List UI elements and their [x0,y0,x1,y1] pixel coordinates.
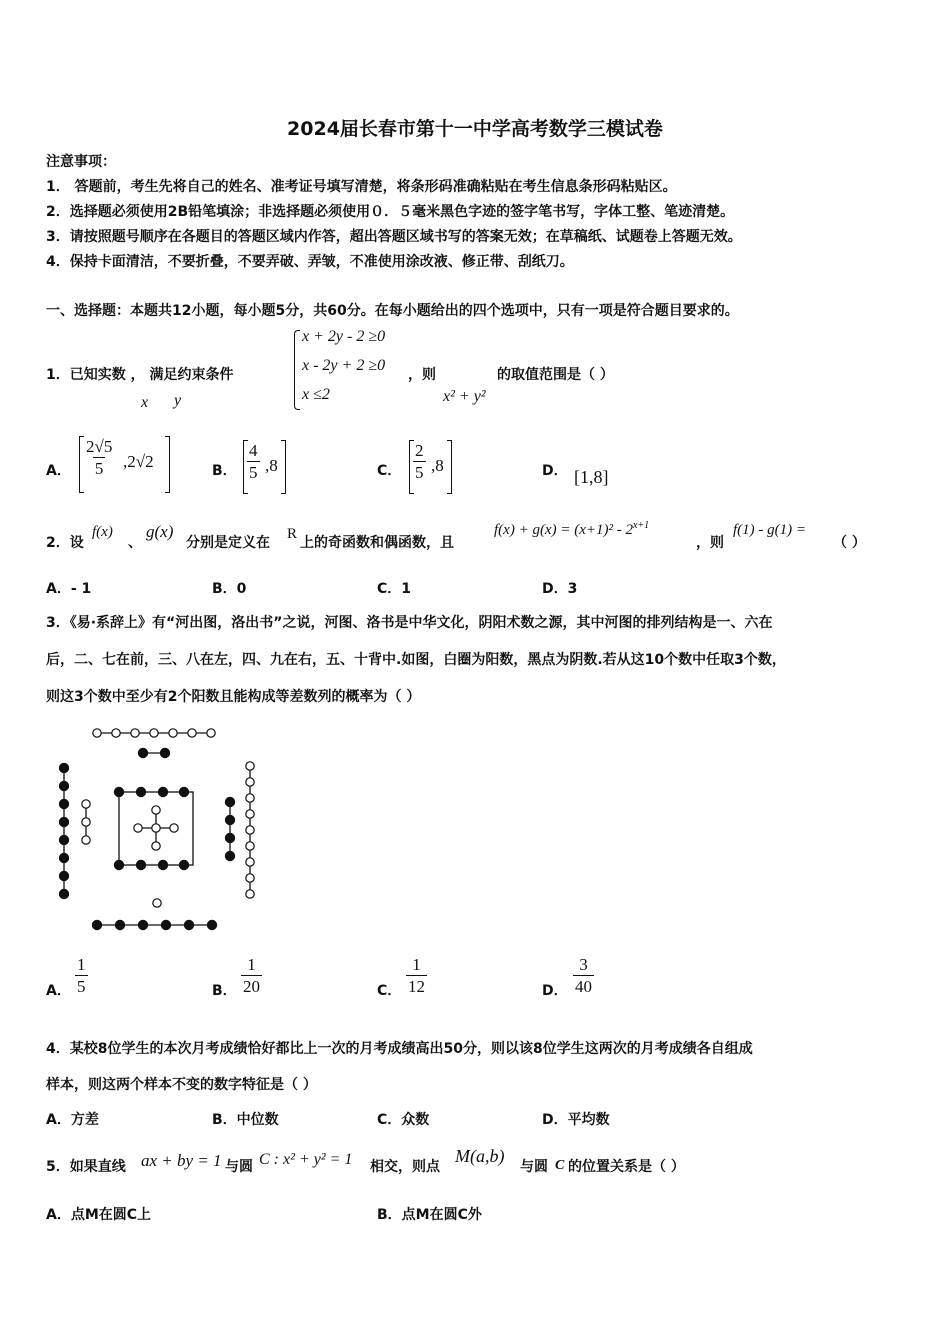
yin-dot [225,815,234,824]
yang-circle [134,824,142,832]
yin-dot [136,860,145,869]
q3-option-a-den: 5 [77,977,86,996]
yang-circle [169,729,177,737]
q5-stem-mid3: 与圆 [520,1159,548,1175]
yin-dot [114,860,123,869]
q1-option-b-tail: ,8 [265,456,278,475]
q4-line-2: 样本，则这两个样本不变的数字特征是（ ） [46,1077,317,1093]
q2-option-c: C．1 [377,581,412,597]
q3-option-d-den: 40 [575,977,592,996]
yang-circle [112,729,120,737]
hetu-diagram [50,722,290,942]
yang-circle [150,729,158,737]
q2-equation-exponent: x+1 [632,520,650,531]
yin-dot [179,860,188,869]
q1-option-a-fraction [84,437,114,480]
q3-option-a-label: A． [46,983,71,999]
q5-option-b: B．点M在圆C外 [377,1207,482,1223]
q3-option-d-num: 3 [579,955,588,974]
q1-option-b-fraction [247,441,260,484]
yin-dot [138,748,147,757]
yang-circle [152,842,160,850]
yin-dot [225,851,234,860]
q2-option-a: A．- 1 [46,581,92,597]
q1-stem-post: 的取值范围是（ ） [497,367,614,383]
yin-dot [59,871,68,880]
q5-stem-pre: 5．如果直线 [46,1159,126,1175]
q2-paren: （ ） [833,535,866,551]
yang-circle [188,729,196,737]
q1-option-b-label: B． [212,463,237,479]
yang-circle [82,818,90,826]
notice-heading: 注意事项： [46,154,116,170]
q4-option-b: B．中位数 [212,1112,279,1128]
yin-dot [158,860,167,869]
q3-option-c-label: C． [377,983,402,999]
q2-option-b: B．0 [212,581,247,597]
q3-option-c-num: 1 [412,955,421,974]
q5-line-eq: ax + by = 1 [141,1151,222,1170]
q5-option-a: A．点M在圆C上 [46,1207,152,1223]
yin-dot [138,920,147,929]
q1-option-c-fraction [413,441,426,484]
q2-ask: f(1) - g(1) = [733,522,807,538]
notice-item-1: 1． 答题前，考生先将自己的姓名、准考证号填写清楚，将条形码准确粘贴在考生信息条形码粘贴区。 [46,179,677,195]
notice-item-3: 3．请按照题号顺序在各题目的答题区域内作答，超出答题区域书写的答案无效；在草稿纸、试题卷上答题无效。 [46,229,742,245]
q2-f: f(x) [92,524,113,540]
q2-stem-mid3: ，则 [696,535,724,551]
q1-option-d-value: [1,8] [574,467,609,487]
q1-option-a-den: 5 [94,459,104,478]
q2-stem-pre: 2．设 [46,535,84,551]
q5-stem-mid2: 相交，则点 [370,1159,440,1175]
q3-option-a-fraction [75,955,88,998]
q2-g: g(x) [146,522,174,541]
q1-option-c-label: C． [377,463,402,479]
yin-dot [92,920,101,929]
q3-option-b-num: 1 [247,955,256,974]
yang-circle [170,824,178,832]
q3-option-c-fraction [406,955,427,998]
q1-option-b-num: 4 [249,441,258,460]
yin-dot [59,781,68,790]
q5-circle-eq: C : x² + y² = 1 [259,1151,353,1168]
q1-constraint-1: x + 2y - 2 ≥0 [302,328,386,345]
q2-equation-body: f(x) + g(x) = (x+1)² - 2 [494,522,633,538]
q1-var-y: y [174,392,182,409]
q1-constraint-2: x - 2y + 2 ≥0 [302,357,386,374]
q1-option-a-bracket-right [165,436,170,493]
yang-circle [246,874,254,882]
q1-option-a-label: A． [46,463,71,479]
yin-dot [59,835,68,844]
yin-dot [136,787,145,796]
yin-dot [158,787,167,796]
yin-dot [179,787,188,796]
q1-option-b-den: 5 [249,463,258,482]
q2-stem-mid2: 上的奇函数和偶函数，且 [300,535,454,551]
q1-option-c-den: 5 [415,463,424,482]
yang-circle [152,806,160,814]
yang-circle [131,729,139,737]
q3-option-d-label: D． [542,983,568,999]
yang-circle [246,810,254,818]
notice-item-4: 4．保持卡面清洁，不要折叠，不要弄破、弄皱，不准使用涂改液、修正带、刮纸刀。 [46,254,574,270]
yang-circle [246,794,254,802]
yang-circle [246,858,254,866]
q4-option-d: D．平均数 [542,1112,610,1128]
q1-constraint-3: x ≤2 [302,386,330,403]
yang-circle [82,800,90,808]
page-title: 2024届长春市第十一中学高考数学三模试卷 [287,118,663,140]
yang-circle [246,778,254,786]
yang-circle [246,842,254,850]
q2-stem-mid1: 分别是定义在 [186,535,270,551]
yin-dot [59,763,68,772]
q1-option-d-label: D． [542,463,568,479]
q1-var-x: x [141,394,149,411]
q2-R: R [287,526,298,542]
yang-circle [246,762,254,770]
q5-circle-C: C [555,1158,565,1173]
yang-circle [152,824,160,832]
yang-circle [246,890,254,898]
yang-circle [246,826,254,834]
q4-line-1: 4．某校8位学生的本次月考成绩恰好都比上一次的月考成绩高出50分，则以该8位学生这两次的月考成绩各自组成 [46,1041,753,1057]
yin-dot [225,833,234,842]
q3-line-3: 则这3个数中至少有2个阳数且能构成等差数列的概率为（ ） [46,689,421,705]
q3-line-2: 后，二、七在前，三、八在左，四、九在右，五、十背中.如图，白圈为阳数，黑点为阴数.若从这10个数中任取3个数， [46,652,786,668]
q5-point: M(a,b) [455,1146,505,1166]
yin-dot [59,853,68,862]
q3-option-a-num: 1 [77,955,86,974]
q3-option-b-den: 20 [243,977,260,996]
yin-dot [59,889,68,898]
notice-item-2: 2．选择题必须使用2B铅笔填涂；非选择题必须使用０．５毫米黑色字迹的签字笔书写，字体工整、笔迹清楚。 [46,204,735,220]
q1-expression: x² + y² [443,388,486,405]
q1-option-c-num: 2 [415,441,424,460]
q1-system-brace [294,330,300,410]
q3-option-b-fraction [241,955,262,998]
q1-stem-pre: 1．已知实数 ， 满足约束条件 [46,367,234,383]
yang-circle [207,729,215,737]
yin-dot [59,799,68,808]
q5-stem-mid1: 与圆 [225,1159,253,1175]
q1-option-c-tail: ,8 [431,456,444,475]
yin-dot [160,748,169,757]
q5-stem-post: 的位置关系是（ ） [568,1159,685,1175]
q2-sep: 、 [128,535,142,551]
q1-option-c-bracket-right [447,440,452,494]
q1-option-a-num: 2√5 [86,437,113,456]
yin-dot [161,920,170,929]
q4-option-a: A．方差 [46,1112,99,1128]
q2-option-d: D．3 [542,581,578,597]
section-heading: 一、选择题：本题共12小题，每小题5分，共60分。在每小题给出的四个选项中，只有一项是符合题目要求的。 [46,303,739,319]
q3-line-1: 3．《易·系辞上》有“河出图，洛出书”之说，河图、洛书是中华文化，阴阳术数之源，其中河图的排列结构是一、六在 [46,615,773,631]
yin-dot [59,817,68,826]
yin-dot [114,787,123,796]
yin-dot [115,920,124,929]
q3-option-d-fraction [573,955,594,998]
q4-option-c: C．众数 [377,1112,430,1128]
q3-option-b-label: B． [212,983,237,999]
q2-equation [494,520,649,539]
q1-option-a-tail: ,2√2 [123,452,154,471]
q1-option-b-bracket-right [281,440,286,494]
yang-circle [93,729,101,737]
q3-option-c-den: 12 [408,977,425,996]
yin-dot [207,920,216,929]
yin-dot [225,797,234,806]
q1-stem-mid: ，则 [408,367,436,383]
yang-circle [153,899,161,907]
yin-dot [184,920,193,929]
yang-circle [82,836,90,844]
